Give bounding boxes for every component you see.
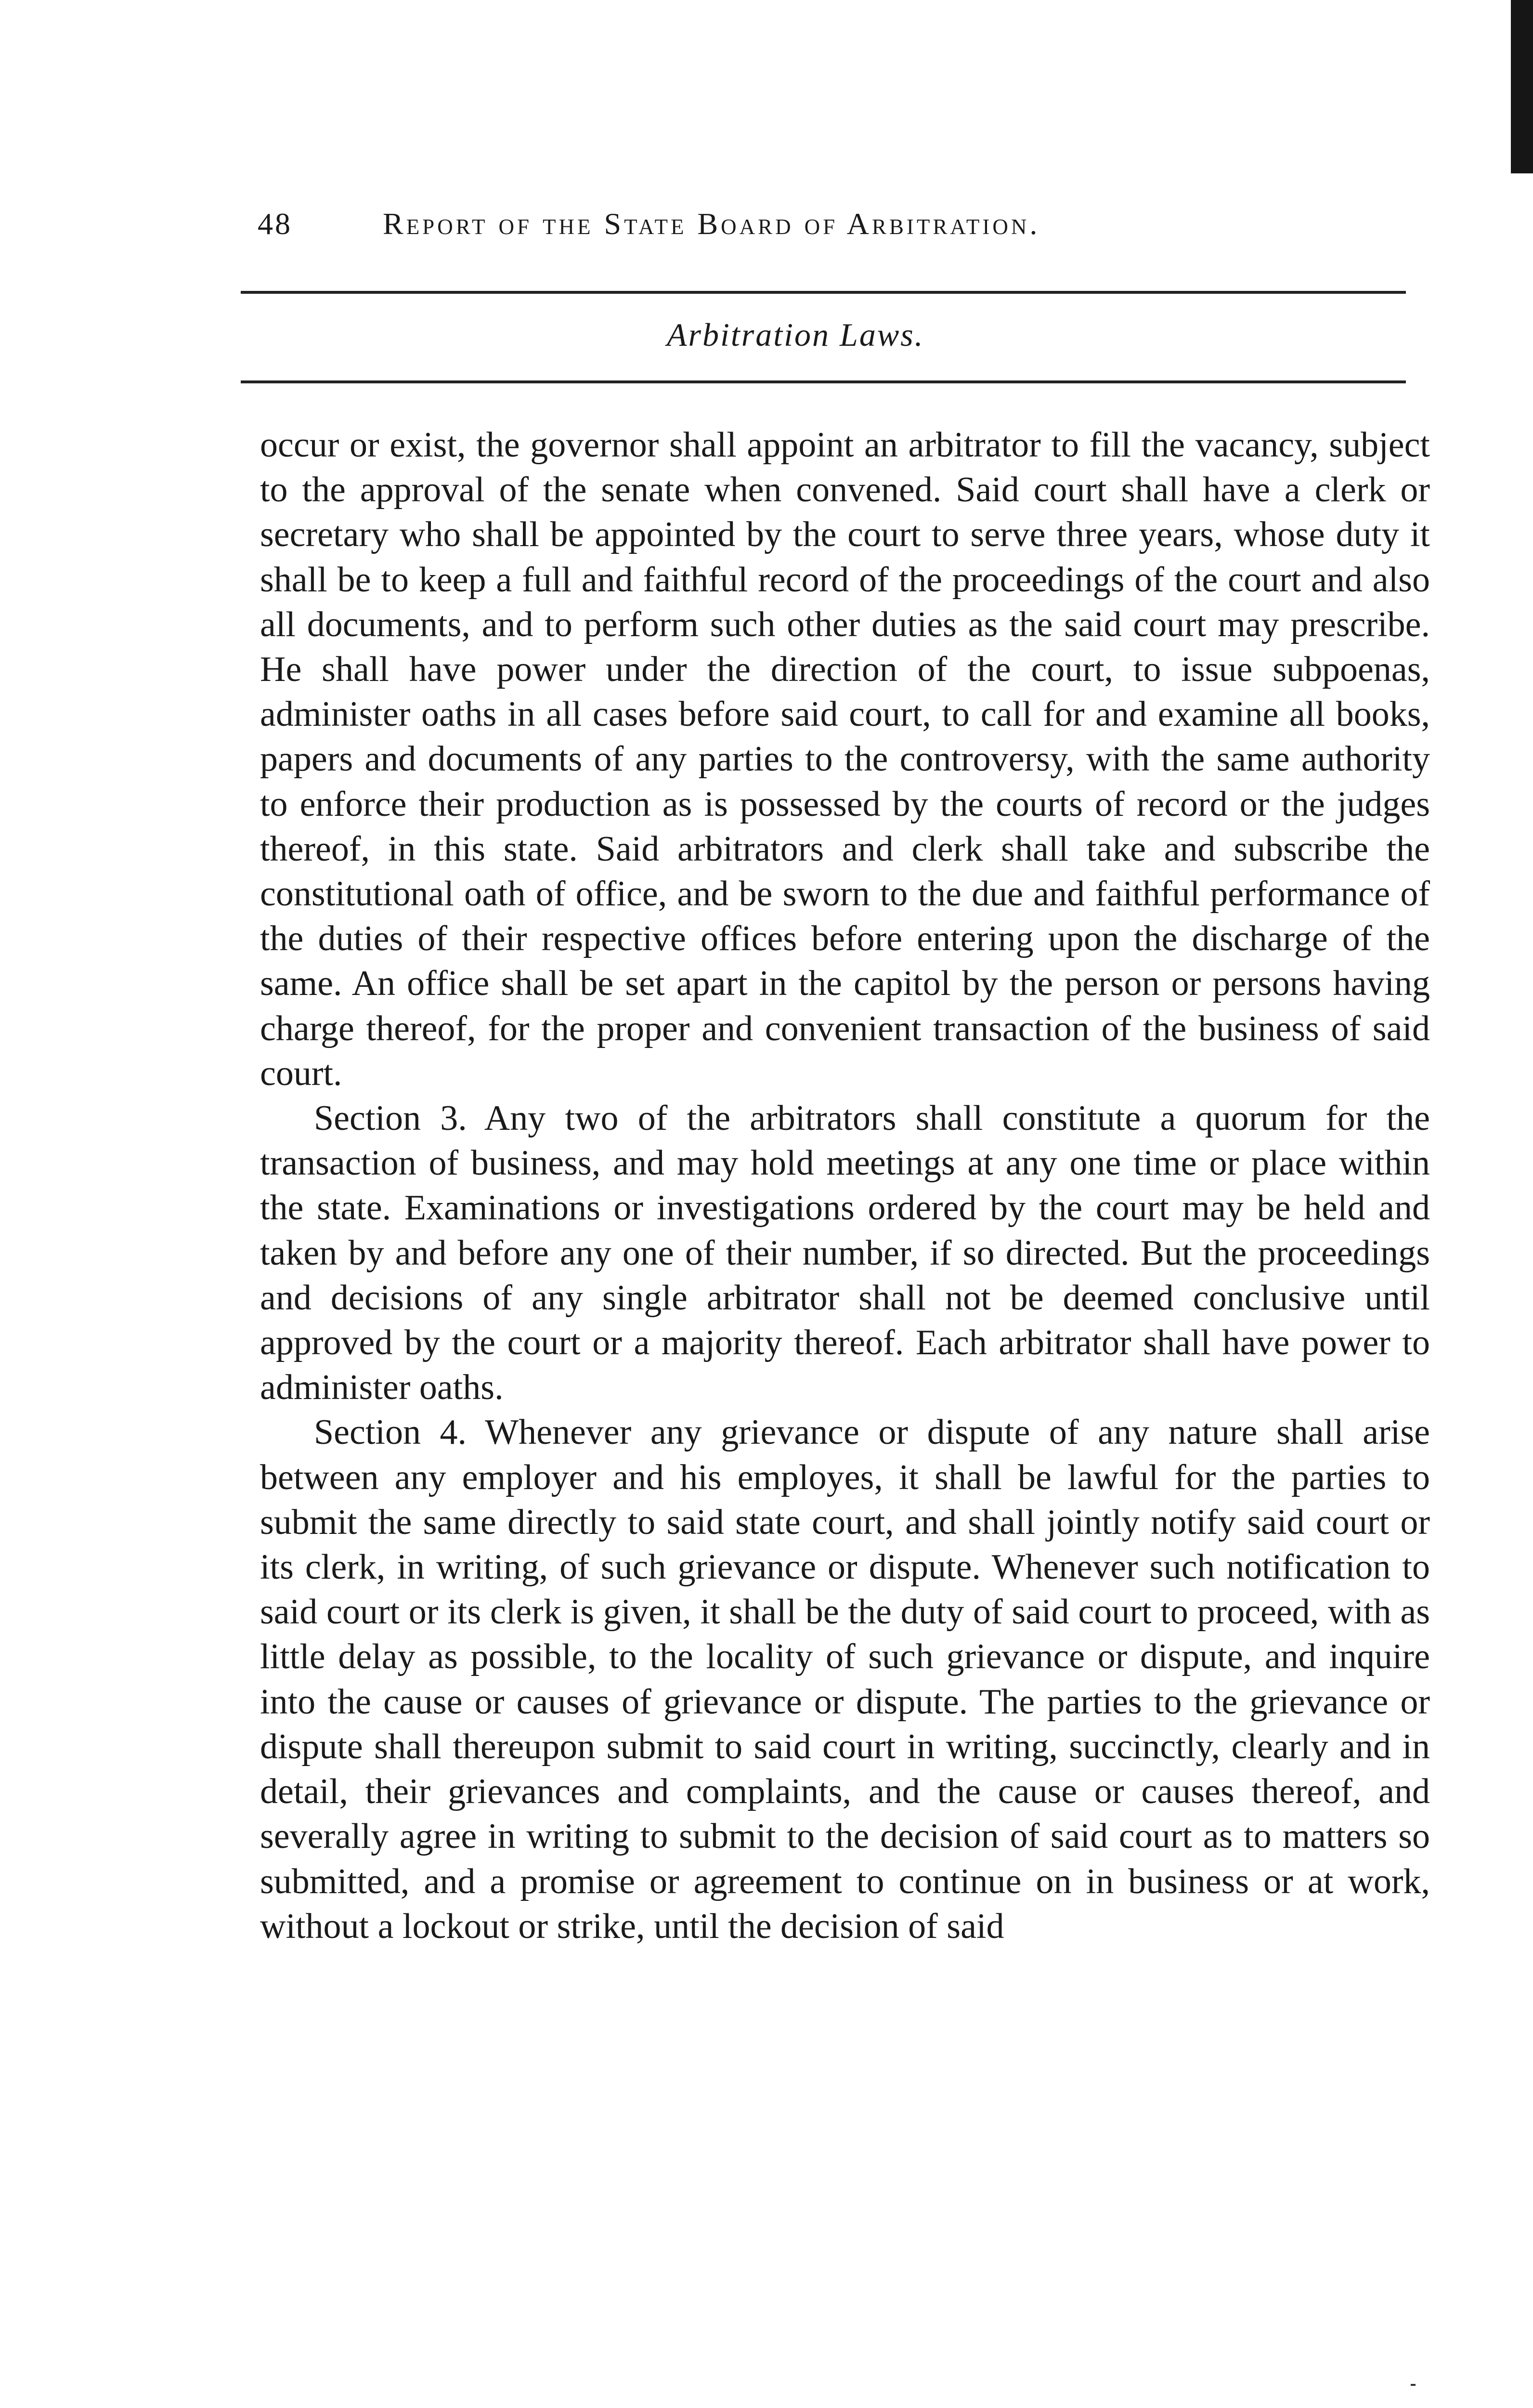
- page-number: 48: [258, 207, 292, 241]
- paragraph-section-3: Section 3. Any two of the arbitrators shall constitute a quorum for the transaction of business, and may hold meetings at any one time or place within the state. Examinations or investigations ordered by the court may be held and taken by and before any one of their number, if so directed. But the proceedings and decisions of any single arbitrator shall not be deemed conclusive until approved by the court or a majority thereof. Each arbitrator shall have power to administer oaths.: [260, 1099, 1430, 1408]
- page-edge-shadow: [1511, 0, 1533, 173]
- running-title: Report of the State Board of Arbitration.: [383, 207, 1040, 241]
- header-rule-top: [241, 291, 1406, 294]
- paragraph-continuation: occur or exist, the governor shall appoint an arbitrator to fill the vacancy, subject to the approval of the senate when convened. Said court shall have a clerk or secretary who shall be appointed by the court to serve three years, whose duty it shall be to keep a full and faithful record of the proceedings of the court and also all documents, and to perform such other duties as the said court may prescribe. He shall have power under the direction of the court, to issue subpoenas, administer oaths in all cases before said court, to call for and examine all books, papers and documents of any parties to the controversy, with the same authority to enforce their production as is possessed by the courts of record or the judges thereof, in this state. Said arbitrators and clerk shall take and subscribe the constitutional oath of office, and be sworn to the due and faithful performance of the duties of their respective offices before entering upon the discharge of the same. An office shall be set apart in the capitol by the person or persons having charge thereof, for the proper and convenient transaction of the business of said court.: [260, 425, 1430, 1093]
- header-rule-bottom: [241, 380, 1406, 383]
- section-title: Arbitration Laws.: [667, 316, 924, 353]
- stray-print-mark: [1411, 2384, 1416, 2386]
- paragraph-section-4: Section 4. Whenever any grievance or dispute of any nature shall arise between any employer and his employes, it shall be lawful for the parties to submit the same directly to said state court, and shall jointly notify said court or its clerk, in writing, of such grievance or dispute. Whenever such notification to said court or its clerk is given, it shall be the duty of said court to proceed, with as little delay as possible, to the locality of such grievance or dispute, and inquire into the cause or causes of grievance or dispute. The parties to the grievance or dispute shall thereupon submit to said court in writing, succinctly, clearly and in detail, their grievances and complaints, and the cause or causes thereof, and severally agree in writing to submit to the decision of said court as to matters so submitted, and a promise or agreement to continue on in business or at work, without a lockout or strike, until the decision of said: [260, 1413, 1430, 1946]
- body-text: [260, 423, 1430, 1949]
